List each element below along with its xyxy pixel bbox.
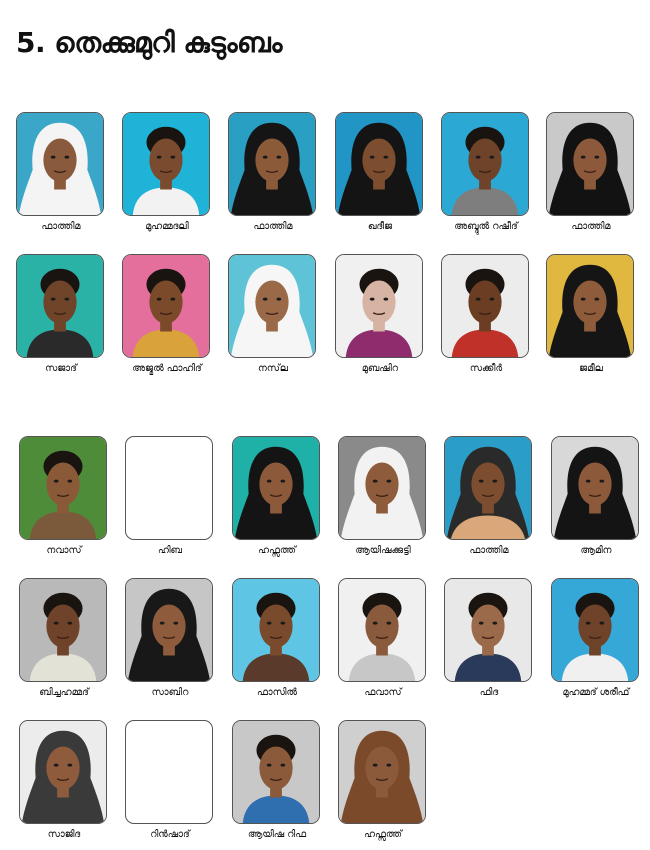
person-photo [444, 578, 532, 682]
person-card [232, 436, 322, 556]
person-photo [228, 254, 316, 358]
portrait-image [123, 255, 209, 357]
portrait-image [339, 721, 425, 823]
portrait-image [20, 437, 106, 539]
person-name: ഫാസിൽ [256, 687, 298, 698]
person-card [125, 720, 215, 840]
portrait-image [547, 255, 633, 357]
person-name: ഫാത്തിമ [41, 221, 81, 232]
portrait-image [229, 255, 315, 357]
portrait-image [126, 579, 212, 681]
person-card [232, 578, 322, 698]
person-name: ഖദീജ [367, 221, 393, 232]
portrait-image [336, 113, 422, 215]
person-photo [19, 720, 107, 824]
person-card [546, 112, 636, 232]
person-photo [338, 578, 426, 682]
person-photo [338, 720, 426, 824]
person-name: ഫിദ [479, 687, 499, 698]
person-photo [551, 578, 639, 682]
person-photo [122, 254, 210, 358]
portrait-image [20, 721, 106, 823]
portrait-image [336, 255, 422, 357]
person-name: ഹഫ്സത്ത് [364, 829, 402, 840]
person-photo [338, 436, 426, 540]
portrait-image [20, 579, 106, 681]
person-card [546, 254, 636, 374]
person-photo [19, 436, 107, 540]
person-name: ആയിഷ റിഫ [247, 829, 307, 840]
person-photo [444, 436, 532, 540]
person-name: ഹിബ [157, 545, 182, 556]
person-card [338, 578, 428, 698]
person-name: ഫവാസ് [364, 687, 402, 698]
person-name: ജമീല [579, 363, 603, 374]
person-photo [335, 254, 423, 358]
person-card [441, 254, 531, 374]
person-name: ഫാത്തിമ [469, 545, 509, 556]
person-name: ഫാത്തിമ [253, 221, 293, 232]
portrait-image [229, 113, 315, 215]
portrait-image [442, 255, 528, 357]
person-photo [335, 112, 423, 216]
person-name: മുബഷിറ [361, 363, 399, 374]
person-card [338, 436, 428, 556]
person-photo [228, 112, 316, 216]
person-card [441, 112, 531, 232]
person-card [228, 254, 318, 374]
person-photo [232, 436, 320, 540]
person-card [444, 436, 534, 556]
photo-placeholder [125, 436, 213, 540]
person-name: ആയിഷക്കുട്ടി [355, 545, 411, 556]
person-name: മുഹമ്മദ് ശരീഫ് [562, 687, 630, 698]
portrait-image [552, 579, 638, 681]
person-name: സാബിറ [151, 687, 189, 698]
person-photo [232, 720, 320, 824]
person-photo [125, 578, 213, 682]
portrait-image [233, 721, 319, 823]
person-card [125, 436, 215, 556]
portrait-image [445, 579, 531, 681]
person-name: അബ്ദുൽ റഷീദ് [454, 221, 518, 232]
portrait-image [339, 437, 425, 539]
person-card [122, 112, 212, 232]
person-card [19, 720, 109, 840]
portrait-image [233, 437, 319, 539]
person-card [16, 112, 106, 232]
person-card [335, 112, 425, 232]
person-card [551, 436, 641, 556]
page-title: 5. തെക്കുമുറി കുടുംബം [16, 26, 282, 59]
portrait-image [17, 255, 103, 357]
person-name: ഹഫ്സത്ത് [258, 545, 296, 556]
person-photo [16, 254, 104, 358]
person-card [232, 720, 322, 840]
person-card [16, 254, 106, 374]
person-card [551, 578, 641, 698]
person-card [122, 254, 212, 374]
person-name: സജാദ് [45, 363, 77, 374]
person-name: ഫാത്തിമ [571, 221, 611, 232]
person-photo [122, 112, 210, 216]
person-photo [441, 112, 529, 216]
person-name: ആമിന [580, 545, 612, 556]
portrait-image [123, 113, 209, 215]
person-name: അജ്മൽ ഫാഹിദ് [132, 363, 202, 374]
person-photo [19, 578, 107, 682]
person-card [335, 254, 425, 374]
person-photo [546, 254, 634, 358]
person-name: നവാസ് [46, 545, 82, 556]
person-card [19, 436, 109, 556]
person-photo [16, 112, 104, 216]
photo-placeholder [125, 720, 213, 824]
person-photo [551, 436, 639, 540]
person-card [19, 578, 109, 698]
person-name: റിൻഷാദ് [150, 829, 190, 840]
portrait-image [233, 579, 319, 681]
portrait-image [339, 579, 425, 681]
person-name: നസ്‌ല [258, 363, 288, 374]
person-photo [441, 254, 529, 358]
portrait-image [445, 437, 531, 539]
portrait-image [552, 437, 638, 539]
person-card [338, 720, 428, 840]
person-card [444, 578, 534, 698]
person-card [228, 112, 318, 232]
person-name: മുഹമ്മദലി [145, 221, 189, 232]
portrait-image [17, 113, 103, 215]
person-photo [546, 112, 634, 216]
person-photo [232, 578, 320, 682]
portrait-image [442, 113, 528, 215]
person-card [125, 578, 215, 698]
person-name: ബിച്ചഹമ്മദ് [39, 687, 89, 698]
person-name: സക്കീർ [469, 363, 503, 374]
portrait-image [547, 113, 633, 215]
person-name: സാജിദ [47, 829, 81, 840]
